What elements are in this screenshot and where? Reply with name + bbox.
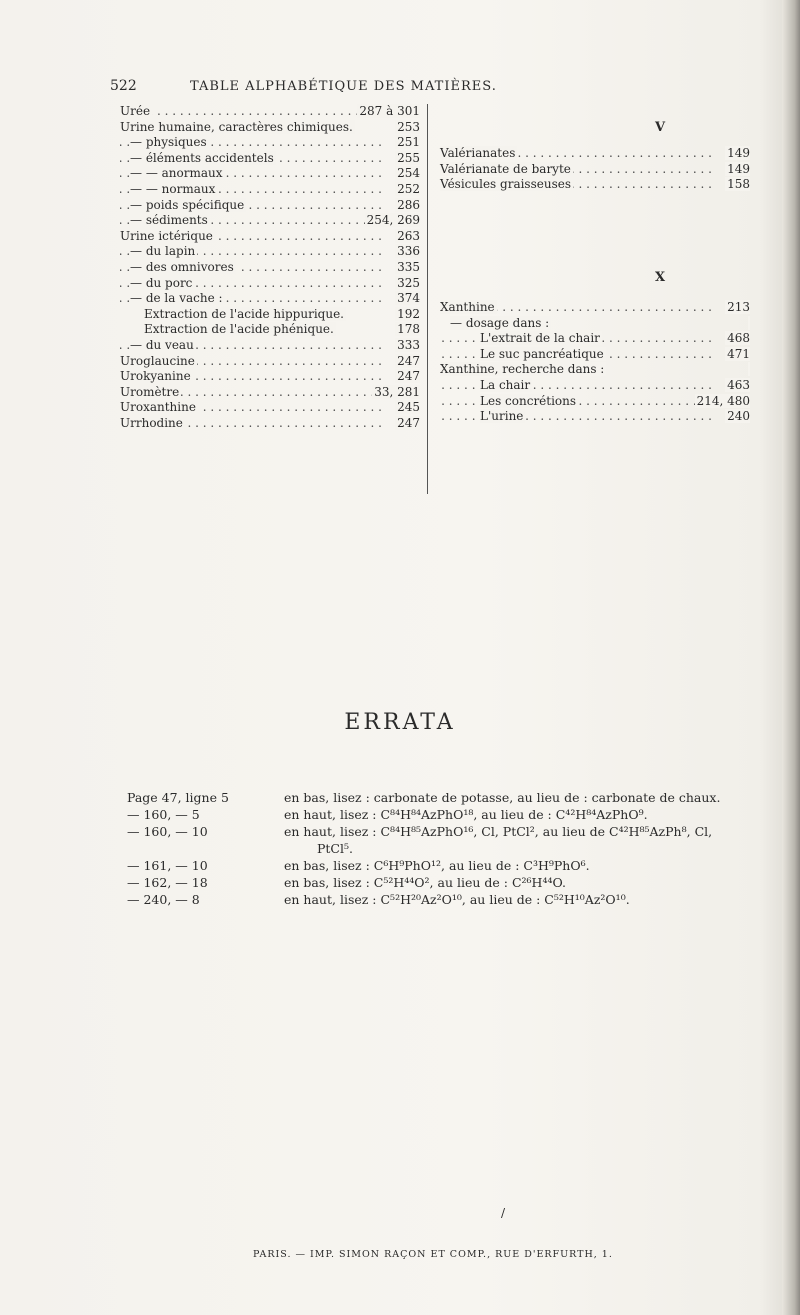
errata-correction: en haut, lisez : C⁸⁴H⁸⁴AzPhO¹⁸, au lieu de : C⁴²H⁸⁴AzPhO⁹.: [284, 807, 648, 822]
index-entry: [120, 135, 420, 151]
leader-dots: [120, 104, 382, 120]
entry-label: Le suc pancréatique: [480, 346, 604, 361]
index-entry: [120, 354, 420, 370]
entry-label: — — normaux: [130, 181, 216, 196]
errata-line: [127, 857, 767, 874]
entry-page: 245: [397, 400, 420, 415]
index-entry: [440, 347, 750, 363]
entry-page: 149: [727, 161, 750, 176]
entry-label: Uroxanthine: [120, 400, 196, 415]
errata-line: [127, 823, 767, 840]
entry-label: — du veau: [130, 337, 194, 352]
index-column-left: [120, 104, 420, 431]
entry-page: 214, 480: [696, 393, 750, 408]
index-entry: [120, 338, 420, 354]
entry-label: Urrhodine: [120, 415, 183, 430]
section-letter-v: V: [655, 120, 666, 135]
running-header: [110, 78, 670, 98]
entry-label: — poids spécifique: [130, 197, 245, 212]
entry-page: 287 à 301: [359, 104, 420, 118]
entry-page: 149: [727, 146, 750, 160]
index-entry: [440, 316, 750, 332]
index-entry: [440, 162, 750, 178]
entry-label: — éléments accidentels: [130, 150, 274, 165]
index-entry: [120, 260, 420, 276]
index-entry: [440, 409, 750, 425]
index-entry: [120, 322, 420, 338]
entry-label: Urokyanine: [120, 369, 191, 384]
entry-label: L'extrait de la chair: [480, 331, 600, 346]
entry-page: 192: [397, 306, 420, 321]
entry-label: L'urine: [480, 409, 524, 424]
printer-imprint: PARIS. — IMP. SIMON RAÇON ET COMP., RUE D'ERFURTH, 1.: [253, 1249, 613, 1260]
running-title: TABLE ALPHABÉTIQUE DES MATIÈRES.: [190, 79, 497, 94]
entry-label: Uroglaucine: [120, 353, 195, 368]
entry-label: Urine ictérique: [120, 228, 213, 243]
errata-reference: — 160, — 10: [127, 824, 208, 839]
entry-page: 254: [397, 166, 420, 181]
entry-label: — — anormaux: [130, 166, 223, 181]
errata-correction: en haut, lisez : C⁸⁴H⁸⁵AzPhO¹⁶, Cl, PtCl², au lieu de C⁴²H⁸⁵AzPh⁸, Cl,: [284, 824, 713, 839]
errata-correction: en bas, lisez : C⁵²H⁴⁴O², au lieu de : C²⁶H⁴⁴O.: [284, 875, 566, 890]
index-entry: [120, 307, 420, 323]
entry-label: — dosage dans :: [450, 315, 550, 330]
entry-label: Valérianates: [440, 146, 516, 160]
index-entry: [440, 146, 750, 162]
entry-label: Vésicules graisseuses: [440, 177, 571, 192]
entry-label: La chair: [480, 377, 531, 392]
entry-page: 33, 281: [374, 384, 420, 399]
stray-mark: /: [501, 1206, 506, 1220]
entry-page: 335: [397, 259, 420, 274]
page-number: 522: [110, 78, 137, 94]
errata-correction: PtCl⁵.: [317, 841, 353, 856]
index-entry: [440, 394, 750, 410]
entry-label: — du lapin: [130, 244, 196, 259]
index-entry: [120, 416, 420, 432]
index-entry: [120, 104, 420, 120]
entry-page: 471: [727, 346, 750, 361]
index-entry: [120, 244, 420, 260]
errata-reference: — 161, — 10: [127, 858, 208, 873]
index-entry: [120, 151, 420, 167]
errata-correction: en haut, lisez : C⁵²H²⁰Az²O¹⁰, au lieu de : C⁵²H¹⁰Az²O¹⁰.: [284, 892, 630, 907]
index-entry: [120, 120, 420, 136]
entry-label: Uromètre: [120, 384, 180, 399]
index-entry: [440, 362, 750, 378]
entry-page: 333: [397, 337, 420, 352]
page-edge-shadow: [782, 0, 800, 1315]
entry-page: 468: [727, 331, 750, 346]
entry-page: 247: [397, 369, 420, 384]
entry-label: — physiques: [130, 135, 207, 150]
index-entry: [120, 166, 420, 182]
errata-line: [127, 891, 767, 908]
entry-page: 213: [727, 300, 750, 314]
entry-label: Urine humaine, caractères chimiques.: [120, 119, 353, 134]
entry-page: 158: [727, 177, 750, 192]
entry-page: 255: [397, 150, 420, 165]
entry-label: Extraction de l'acide hippurique.: [144, 306, 344, 321]
entry-page: 240: [727, 409, 750, 424]
index-entry: [120, 291, 420, 307]
entry-label: — sédiments: [130, 213, 208, 228]
errata-line: [127, 806, 767, 823]
errata-reference: — 160, — 5: [127, 807, 200, 822]
entry-label: Urée: [120, 104, 151, 118]
entry-label: Xanthine, recherche dans :: [440, 362, 605, 377]
errata-reference: — 162, — 18: [127, 875, 208, 890]
index-entry: [120, 369, 420, 385]
index-entry: [440, 378, 750, 394]
entry-page: 254, 269: [366, 213, 420, 228]
entry-page: 251: [397, 135, 420, 150]
entry-page: 178: [397, 322, 420, 337]
entry-label: Les concrétions: [480, 393, 577, 408]
index-entry: [440, 331, 750, 347]
errata-reference: Page 47, ligne 5: [127, 790, 229, 805]
errata-line: [127, 840, 767, 857]
index-entry: [120, 400, 420, 416]
index-entry: [120, 385, 420, 401]
errata-line: [127, 789, 767, 806]
entry-page: 263: [397, 228, 420, 243]
index-entry: [120, 198, 420, 214]
entry-page: 247: [397, 415, 420, 430]
entry-label: Xanthine: [440, 300, 495, 314]
entry-label: Valérianate de baryte: [440, 161, 571, 176]
entry-label: — du porc: [130, 275, 193, 290]
entry-page: 336: [397, 244, 420, 259]
entry-page: [748, 362, 750, 376]
entry-page: 325: [397, 275, 420, 290]
entry-label: Extraction de l'acide phénique.: [144, 322, 334, 337]
entry-label: — de la vache :: [130, 291, 223, 306]
index-section-x: [440, 300, 750, 425]
errata-list: [127, 789, 767, 908]
errata-correction: en bas, lisez : C⁶H⁹PhO¹², au lieu de : C³H⁹PhO⁶.: [284, 858, 590, 873]
index-section-v: [440, 146, 750, 193]
index-entry: [120, 276, 420, 292]
errata-line: [127, 874, 767, 891]
entry-page: 247: [397, 353, 420, 368]
index-entry: [440, 300, 750, 316]
section-letter-x: X: [655, 270, 666, 285]
entry-page: 253: [397, 119, 420, 134]
entry-page: 374: [397, 291, 420, 306]
entry-page: 463: [727, 377, 750, 392]
errata-reference: — 240, — 8: [127, 892, 200, 907]
entry-label: — des omnivores: [130, 259, 234, 274]
index-entry: [120, 229, 420, 245]
entry-page: 286: [397, 197, 420, 212]
column-divider: [427, 104, 428, 494]
entry-page: 252: [397, 181, 420, 196]
index-entry: [440, 177, 750, 193]
errata-correction: en bas, lisez : carbonate de potasse, au lieu de : carbonate de chaux.: [284, 790, 721, 805]
index-entry: [120, 213, 420, 229]
index-entry: [120, 182, 420, 198]
entry-page: [748, 316, 750, 330]
errata-title: ERRATA: [344, 710, 456, 735]
